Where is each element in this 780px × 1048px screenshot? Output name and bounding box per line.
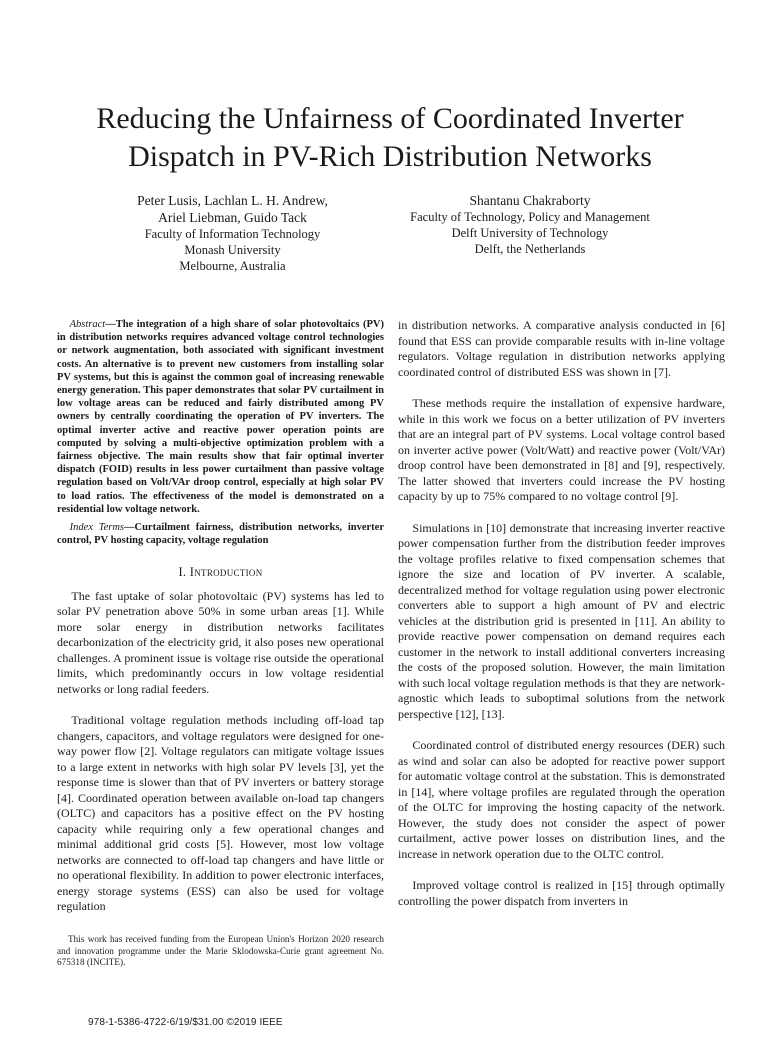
author-names-line1: Peter Lusis, Lachlan L. H. Andrew, xyxy=(137,193,328,208)
author-block-right xyxy=(395,192,665,257)
section-heading: I. Introduction xyxy=(178,565,263,580)
body-paragraph: Simulations in [10] demonstrate that increasing inverter reactive power compensation further from the distribution feeder improves the voltage profiles relative to fixed compensation schemes that ignore the size and location of PV inverter. A scalable, decentralized method for voltage regulation using power electronic converters able to support a high amount of PV and electric vehicles at the distribution grid is presented in [11]. An ability to provide reactive power compensation on demand requires each customer in the network to install additional converters increasing the costs of the proposed solution. However, the main limitation with such local voltage regulation methods is that they are network-agnostic which leads to suboptimal solutions from the network perspective [12], [13]. xyxy=(398,520,725,721)
author-block-left xyxy=(95,192,370,274)
author-affiliation: Delft University of Technology xyxy=(451,226,609,240)
right-column xyxy=(398,318,725,925)
body-paragraph: These methods require the installation of expensive hardware, while in this work we focus on a better utilization of PV inverters that are an integral part of PV systems. Local voltage control based on inverter active power (Volt/Watt) and reactive power (Volt/VAr) droop control have been demonstrated in [8] and [9], respectively. The latter showed that inverters could increase the PV hosting capacity by up to 75% compared to no voltage control [9]. xyxy=(398,396,725,503)
author-affiliation: Faculty of Information Technology xyxy=(144,227,321,241)
index-terms-body: —Curtailment fairness, distribution networks, inverter control, PV hosting capacity, voltage regulation xyxy=(57,522,384,547)
index-terms-lead: Index Terms xyxy=(69,522,124,534)
abstract xyxy=(57,318,384,516)
abstract-body: —The integration of a high share of solar photovoltaics (PV) in distribution networks requires advanced voltage control technologies or network augmentation, both associated with significant investment costs. An alternative is to prevent new customers from installing solar PV systems, but this is against the common goal of increasing renewable energy generation. This paper demonstrates that solar PV curtailment in low voltage areas can be reduced and fairly distributed among PV owners by centrally coordinating the operation of PV inverters. The optimal inverter active and reactive power operation points are computed by solving a multi-objective optimization problem with a fairness objective. The main results show that fair optimal inverter dispatch (FOID) results in less power curtailment than passive voltage regulation based on Volt/VAr droop control, especially at high solar PV to load ratios. The effectiveness of the model is demonstrated on a residential low voltage network. xyxy=(57,319,384,515)
paper-title: Reducing the Unfairness of Coordinated Inverter Dispatch in PV-Rich Distribution Networks xyxy=(96,102,684,173)
author-affiliation: Delft, the Netherlands xyxy=(474,242,586,256)
author-names-line2: Ariel Liebman, Guido Tack xyxy=(158,210,307,225)
author-affiliation: Monash University xyxy=(184,243,281,257)
abstract-lead: Abstract xyxy=(69,319,106,330)
body-paragraph: The fast uptake of solar photovoltaic (PV) systems has led to solar PV penetration above 50% in some urban areas [1]. While more solar energy in distribution networks facilitates decarbonization of the electricity grid, it also poses new operational challenges. A prominent issue is voltage rise outside the operational limits, which predominantly occurs in low voltage residential networks or long radial feeders. xyxy=(57,588,384,696)
index-terms xyxy=(57,521,384,547)
body-paragraph: Traditional voltage regulation methods including off-load tap changers, capacitors, and voltage regulators were designed for one-way power flow [2]. Voltage regulators can mitigate voltage issues to a large extent in networks with high solar PV levels [3], yet the response time is slower than that of PV inverters or battery storage [4]. Coordinated operation between available on-load tap changers (OLTC) and capacitors has a positive effect on the PV hosting capacity while requiring only a few operational changes and minimal additional grid costs [5]. However, most low voltage networks are connected to off-load tap changers and have little or no operational flexibility. In addition to power electronic interfaces, energy storage systems (ESS) can also be used for voltage regulation xyxy=(57,713,384,914)
copyright-notice: 978-1-5386-4722-6/19/$31.00 ©2019 IEEE xyxy=(88,1017,283,1028)
funding-footnote: This work has received funding from the European Union's Horizon 2020 research and innovation programme under the Marie Sklodowska-Curie grant agreement No. 675318 (INCITE). xyxy=(57,934,384,968)
left-column xyxy=(57,318,384,931)
body-paragraph: in distribution networks. A comparative analysis conducted in [6] found that ESS can provide comparable results with in-line voltage regulators. Voltage regulation in distribution networks applying coordinated control of distributed ESS was shown in [7]. xyxy=(398,318,725,379)
body-paragraph: Improved voltage control is realized in [15] through optimally controlling the power dispatch from inverters in xyxy=(398,878,725,908)
author-affiliation: Melbourne, Australia xyxy=(179,259,286,273)
author-affiliation: Faculty of Technology, Policy and Management xyxy=(410,210,650,224)
body-paragraph: Coordinated control of distributed energy resources (DER) such as wind and solar can also be adopted for reactive power support for automatic voltage control at the substation. This is demonstrated in [14], where voltage profiles are regulated through the operation of the OLTC for improving the hosting capacity of the network. However, the study does not consider the aspect of power curtailment, active power losses on distribution lines, and the increase in network operation due to the OLTC control. xyxy=(398,738,725,861)
author-names: Shantanu Chakraborty xyxy=(469,193,591,208)
